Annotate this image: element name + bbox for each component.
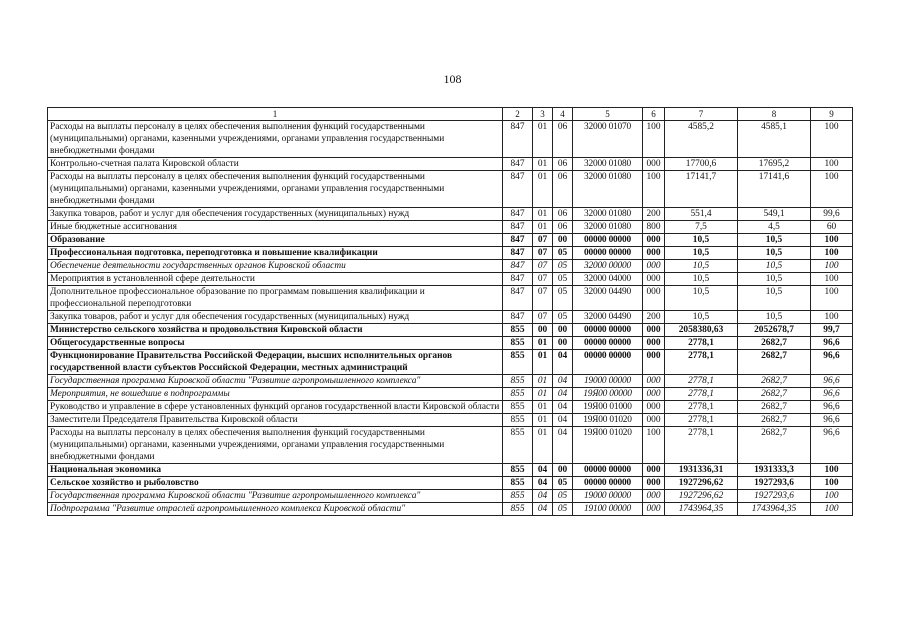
row-subsection-cell: 05 — [553, 477, 573, 490]
table-row — [48, 221, 853, 234]
row-target-code-cell: 19Я00 01000 — [573, 401, 643, 414]
row-target-code-cell: 19Я00 00000 — [573, 388, 643, 401]
row-expense-type-cell: 100 — [643, 121, 665, 158]
row-percent-cell: 96,6 — [811, 375, 853, 388]
row-executed-cell: 10,5 — [738, 311, 811, 324]
row-name-cell: Иные бюджетные ассигнования — [48, 221, 503, 234]
row-percent-cell: 100 — [811, 311, 853, 324]
header-cell: 3 — [533, 108, 553, 121]
page-number: 108 — [443, 72, 462, 86]
row-planned-cell: 2778,1 — [665, 388, 738, 401]
row-expense-type-cell: 800 — [643, 221, 665, 234]
row-executed-cell: 1927293,6 — [738, 477, 811, 490]
row-expense-type-cell: 100 — [643, 427, 665, 464]
row-admin-code-cell: 847 — [503, 221, 533, 234]
row-planned-cell: 2778,1 — [665, 414, 738, 427]
header-cell: 2 — [503, 108, 533, 121]
row-executed-cell: 2682,7 — [738, 401, 811, 414]
row-name-cell: Расходы на выплаты персоналу в целях обеспечения выполнения функций государственными (муниципальными) органами, казенными учреждениями, органами управления государственными внебюджетными фондами — [48, 171, 503, 208]
table-row — [48, 490, 853, 503]
row-admin-code-cell: 847 — [503, 286, 533, 311]
row-name-cell: Закупка товаров, работ и услуг для обеспечения государственных (муниципальных) нужд — [48, 311, 503, 324]
row-executed-cell: 10,5 — [738, 260, 811, 273]
row-planned-cell: 551,4 — [665, 208, 738, 221]
row-expense-type-cell: 100 — [643, 171, 665, 208]
row-name-cell: Расходы на выплаты персоналу в целях обеспечения выполнения функций государственными (муниципальными) органами, казенными учреждениями, органами управления государственными внебюджетными фондами — [48, 121, 503, 158]
row-admin-code-cell: 855 — [503, 375, 533, 388]
table-row — [48, 464, 853, 477]
row-name-cell: Дополнительное профессиональное образование по программам повышения квалификации и профессиональной переподготовки — [48, 286, 503, 311]
row-percent-cell: 99,6 — [811, 208, 853, 221]
row-expense-type-cell: 000 — [643, 158, 665, 171]
table-row — [48, 273, 853, 286]
row-planned-cell: 1931336,31 — [665, 464, 738, 477]
row-subsection-cell: 06 — [553, 158, 573, 171]
row-name-cell: Заместители Председателя Правительства Кировской области — [48, 414, 503, 427]
header-cell: 8 — [738, 108, 811, 121]
row-name-cell: Образование — [48, 234, 503, 247]
row-target-code-cell: 32000 01080 — [573, 221, 643, 234]
row-expense-type-cell: 000 — [643, 401, 665, 414]
row-expense-type-cell: 000 — [643, 273, 665, 286]
row-target-code-cell: 32000 01070 — [573, 121, 643, 158]
row-section-cell: 07 — [533, 286, 553, 311]
row-subsection-cell: 06 — [553, 171, 573, 208]
row-target-code-cell: 32000 04000 — [573, 273, 643, 286]
budget-table — [47, 107, 853, 516]
table-row — [48, 427, 853, 464]
header-cell: 1 — [48, 108, 503, 121]
row-section-cell: 01 — [533, 208, 553, 221]
row-subsection-cell: 05 — [553, 286, 573, 311]
row-target-code-cell: 19Я00 01020 — [573, 427, 643, 464]
row-expense-type-cell: 000 — [643, 388, 665, 401]
table-row — [48, 311, 853, 324]
row-target-code-cell: 32000 00000 — [573, 260, 643, 273]
row-percent-cell: 100 — [811, 158, 853, 171]
row-subsection-cell: 05 — [553, 503, 573, 516]
row-admin-code-cell: 855 — [503, 414, 533, 427]
table-row — [48, 171, 853, 208]
row-expense-type-cell: 000 — [643, 337, 665, 350]
row-planned-cell: 2778,1 — [665, 337, 738, 350]
row-name-cell: Мероприятия, не вошедшие в подпрограммы — [48, 388, 503, 401]
row-executed-cell: 4585,1 — [738, 121, 811, 158]
row-subsection-cell: 04 — [553, 375, 573, 388]
row-name-cell: Расходы на выплаты персоналу в целях обеспечения выполнения функций государственными (муниципальными) органами, казенными учреждениями, органами управления государственными внебюджетными фондами — [48, 427, 503, 464]
row-section-cell: 01 — [533, 427, 553, 464]
row-name-cell: Национальная экономика — [48, 464, 503, 477]
table-row — [48, 401, 853, 414]
row-expense-type-cell: 000 — [643, 247, 665, 260]
row-subsection-cell: 05 — [553, 260, 573, 273]
row-executed-cell: 1743964,35 — [738, 503, 811, 516]
row-admin-code-cell: 847 — [503, 247, 533, 260]
row-admin-code-cell: 847 — [503, 273, 533, 286]
row-subsection-cell: 05 — [553, 490, 573, 503]
row-executed-cell: 2682,7 — [738, 414, 811, 427]
row-executed-cell: 2682,7 — [738, 427, 811, 464]
table-row — [48, 414, 853, 427]
row-executed-cell: 549,1 — [738, 208, 811, 221]
row-percent-cell: 100 — [811, 286, 853, 311]
row-percent-cell: 96,6 — [811, 427, 853, 464]
row-subsection-cell: 04 — [553, 414, 573, 427]
row-executed-cell: 17695,2 — [738, 158, 811, 171]
row-section-cell: 04 — [533, 503, 553, 516]
row-percent-cell: 100 — [811, 260, 853, 273]
row-section-cell: 01 — [533, 350, 553, 375]
row-planned-cell: 10,5 — [665, 286, 738, 311]
row-executed-cell: 2682,7 — [738, 337, 811, 350]
row-admin-code-cell: 855 — [503, 477, 533, 490]
row-percent-cell: 96,6 — [811, 350, 853, 375]
row-name-cell: Руководство и управление в сфере установленных функций органов государственной власти Кировской области — [48, 401, 503, 414]
row-planned-cell: 2778,1 — [665, 375, 738, 388]
header-cell: 9 — [811, 108, 853, 121]
row-admin-code-cell: 847 — [503, 311, 533, 324]
header-cell: 5 — [573, 108, 643, 121]
row-percent-cell: 100 — [811, 247, 853, 260]
row-executed-cell: 10,5 — [738, 273, 811, 286]
row-executed-cell: 2682,7 — [738, 375, 811, 388]
table-row — [48, 375, 853, 388]
row-name-cell: Государственная программа Кировской области "Развитие агропромышленного комплекса" — [48, 375, 503, 388]
table-row — [48, 337, 853, 350]
row-section-cell: 01 — [533, 221, 553, 234]
row-subsection-cell: 00 — [553, 464, 573, 477]
row-expense-type-cell: 000 — [643, 414, 665, 427]
row-target-code-cell: 00000 00000 — [573, 324, 643, 337]
row-executed-cell: 2052678,7 — [738, 324, 811, 337]
row-section-cell: 01 — [533, 158, 553, 171]
row-target-code-cell: 00000 00000 — [573, 477, 643, 490]
row-percent-cell: 100 — [811, 503, 853, 516]
row-admin-code-cell: 847 — [503, 260, 533, 273]
header-cell: 7 — [665, 108, 738, 121]
row-percent-cell: 100 — [811, 490, 853, 503]
row-percent-cell: 100 — [811, 477, 853, 490]
row-expense-type-cell: 000 — [643, 503, 665, 516]
row-target-code-cell: 32000 04490 — [573, 311, 643, 324]
row-target-code-cell: 19000 00000 — [573, 490, 643, 503]
header-cell: 4 — [553, 108, 573, 121]
table-row — [48, 477, 853, 490]
row-target-code-cell: 00000 00000 — [573, 337, 643, 350]
row-target-code-cell: 32000 01080 — [573, 158, 643, 171]
row-percent-cell: 96,6 — [811, 401, 853, 414]
row-section-cell: 07 — [533, 260, 553, 273]
header-cell: 6 — [643, 108, 665, 121]
table-row — [48, 388, 853, 401]
row-target-code-cell: 19Я00 01020 — [573, 414, 643, 427]
row-planned-cell: 2058380,63 — [665, 324, 738, 337]
row-admin-code-cell: 847 — [503, 208, 533, 221]
row-percent-cell: 100 — [811, 121, 853, 158]
row-subsection-cell: 04 — [553, 427, 573, 464]
row-admin-code-cell: 847 — [503, 121, 533, 158]
row-subsection-cell: 00 — [553, 324, 573, 337]
table-row — [48, 286, 853, 311]
row-percent-cell: 60 — [811, 221, 853, 234]
row-planned-cell: 2778,1 — [665, 350, 738, 375]
row-name-cell: Сельское хозяйство и рыболовство — [48, 477, 503, 490]
row-subsection-cell: 00 — [553, 234, 573, 247]
row-expense-type-cell: 000 — [643, 490, 665, 503]
row-planned-cell: 10,5 — [665, 247, 738, 260]
row-planned-cell: 1927296,62 — [665, 477, 738, 490]
row-planned-cell: 10,5 — [665, 311, 738, 324]
row-target-code-cell: 19000 00000 — [573, 375, 643, 388]
row-admin-code-cell: 847 — [503, 158, 533, 171]
row-planned-cell: 17141,7 — [665, 171, 738, 208]
row-subsection-cell: 00 — [553, 337, 573, 350]
row-planned-cell: 17700,6 — [665, 158, 738, 171]
row-subsection-cell: 05 — [553, 247, 573, 260]
row-section-cell: 01 — [533, 171, 553, 208]
row-section-cell: 04 — [533, 464, 553, 477]
row-admin-code-cell: 855 — [503, 388, 533, 401]
row-executed-cell: 10,5 — [738, 234, 811, 247]
row-admin-code-cell: 855 — [503, 324, 533, 337]
row-expense-type-cell: 000 — [643, 234, 665, 247]
row-executed-cell: 4,5 — [738, 221, 811, 234]
row-subsection-cell: 05 — [553, 311, 573, 324]
row-expense-type-cell: 000 — [643, 350, 665, 375]
row-admin-code-cell: 847 — [503, 234, 533, 247]
row-executed-cell: 2682,7 — [738, 388, 811, 401]
row-subsection-cell: 05 — [553, 273, 573, 286]
row-section-cell: 07 — [533, 273, 553, 286]
table-row — [48, 503, 853, 516]
row-planned-cell: 1927296,62 — [665, 490, 738, 503]
row-percent-cell: 100 — [811, 171, 853, 208]
row-admin-code-cell: 855 — [503, 464, 533, 477]
row-planned-cell: 10,5 — [665, 234, 738, 247]
row-name-cell: Общегосударственные вопросы — [48, 337, 503, 350]
row-section-cell: 01 — [533, 401, 553, 414]
row-subsection-cell: 04 — [553, 350, 573, 375]
row-section-cell: 04 — [533, 477, 553, 490]
row-subsection-cell: 06 — [553, 221, 573, 234]
table-row — [48, 121, 853, 158]
row-subsection-cell: 06 — [553, 121, 573, 158]
row-target-code-cell: 19100 00000 — [573, 503, 643, 516]
row-name-cell: Министерство сельского хозяйства и продовольствия Кировской области — [48, 324, 503, 337]
row-name-cell: Государственная программа Кировской области "Развитие агропромышленного комплекса" — [48, 490, 503, 503]
row-expense-type-cell: 000 — [643, 286, 665, 311]
row-expense-type-cell: 000 — [643, 477, 665, 490]
row-target-code-cell: 00000 00000 — [573, 234, 643, 247]
row-section-cell: 04 — [533, 490, 553, 503]
row-expense-type-cell: 000 — [643, 260, 665, 273]
row-name-cell: Закупка товаров, работ и услуг для обеспечения государственных (муниципальных) нужд — [48, 208, 503, 221]
row-target-code-cell: 32000 01080 — [573, 208, 643, 221]
row-subsection-cell: 06 — [553, 208, 573, 221]
table-row — [48, 350, 853, 375]
row-target-code-cell: 00000 00000 — [573, 350, 643, 375]
row-percent-cell: 96,6 — [811, 388, 853, 401]
row-percent-cell: 100 — [811, 273, 853, 286]
row-name-cell: Профессиональная подготовка, переподготовка и повышение квалификации — [48, 247, 503, 260]
table-row — [48, 158, 853, 171]
row-percent-cell: 96,6 — [811, 414, 853, 427]
row-target-code-cell: 00000 00000 — [573, 247, 643, 260]
row-expense-type-cell: 000 — [643, 375, 665, 388]
row-admin-code-cell: 855 — [503, 427, 533, 464]
row-percent-cell: 96,6 — [811, 337, 853, 350]
row-subsection-cell: 04 — [553, 401, 573, 414]
row-target-code-cell: 00000 00000 — [573, 464, 643, 477]
row-name-cell: Функционирование Правительства Российской Федерации, высших исполнительных органов государственной власти субъектов Российской Федерации, местных администраций — [48, 350, 503, 375]
row-planned-cell: 10,5 — [665, 260, 738, 273]
row-admin-code-cell: 855 — [503, 350, 533, 375]
row-section-cell: 01 — [533, 121, 553, 158]
row-name-cell: Мероприятия в установленной сфере деятельности — [48, 273, 503, 286]
row-section-cell: 01 — [533, 414, 553, 427]
header-row — [48, 108, 853, 121]
row-section-cell: 07 — [533, 234, 553, 247]
row-percent-cell: 99,7 — [811, 324, 853, 337]
table-row — [48, 234, 853, 247]
row-section-cell: 01 — [533, 388, 553, 401]
row-admin-code-cell: 855 — [503, 503, 533, 516]
row-expense-type-cell: 200 — [643, 208, 665, 221]
row-executed-cell: 1927293,6 — [738, 490, 811, 503]
row-section-cell: 01 — [533, 337, 553, 350]
row-name-cell: Обеспечение деятельности государственных органов Кировской области — [48, 260, 503, 273]
row-section-cell: 07 — [533, 311, 553, 324]
row-admin-code-cell: 855 — [503, 337, 533, 350]
row-planned-cell: 7,5 — [665, 221, 738, 234]
row-executed-cell: 10,5 — [738, 286, 811, 311]
row-name-cell: Подпрограмма "Развитие отраслей агропромышленного комплекса Кировской области" — [48, 503, 503, 516]
row-target-code-cell: 32000 01080 — [573, 171, 643, 208]
table-row — [48, 208, 853, 221]
row-section-cell: 07 — [533, 247, 553, 260]
row-expense-type-cell: 000 — [643, 324, 665, 337]
table-row — [48, 324, 853, 337]
row-planned-cell: 2778,1 — [665, 401, 738, 414]
row-executed-cell: 10,5 — [738, 247, 811, 260]
row-expense-type-cell: 200 — [643, 311, 665, 324]
table-row — [48, 260, 853, 273]
row-expense-type-cell: 000 — [643, 464, 665, 477]
row-executed-cell: 17141,6 — [738, 171, 811, 208]
row-admin-code-cell: 847 — [503, 171, 533, 208]
row-target-code-cell: 32000 04490 — [573, 286, 643, 311]
row-executed-cell: 1931333,3 — [738, 464, 811, 477]
row-percent-cell: 100 — [811, 234, 853, 247]
row-admin-code-cell: 855 — [503, 401, 533, 414]
row-name-cell: Контрольно-счетная палата Кировской области — [48, 158, 503, 171]
row-executed-cell: 2682,7 — [738, 350, 811, 375]
row-planned-cell: 1743964,35 — [665, 503, 738, 516]
row-subsection-cell: 04 — [553, 388, 573, 401]
row-admin-code-cell: 855 — [503, 490, 533, 503]
row-planned-cell: 2778,1 — [665, 427, 738, 464]
row-section-cell: 01 — [533, 375, 553, 388]
row-planned-cell: 10,5 — [665, 273, 738, 286]
row-section-cell: 00 — [533, 324, 553, 337]
table-row — [48, 247, 853, 260]
row-percent-cell: 100 — [811, 464, 853, 477]
row-planned-cell: 4585,2 — [665, 121, 738, 158]
